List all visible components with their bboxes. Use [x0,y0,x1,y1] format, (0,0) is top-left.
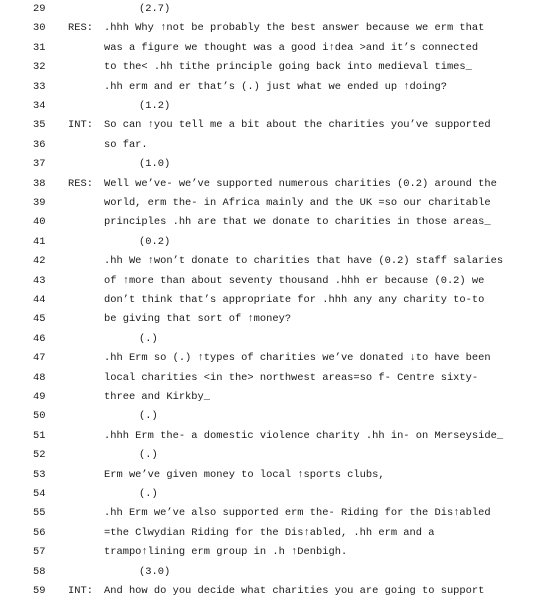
transcript-line [0,410,540,429]
utterance-text: trampo↑lining erm group in .h ↑Denbigh. [104,546,348,559]
transcript-line [0,178,540,197]
speaker-label: INT: [68,585,93,597]
line-number: 35 [33,119,46,132]
line-number: 52 [33,449,46,462]
utterance-text: Erm we’ve given money to local ↑sports clubs, [104,468,385,481]
line-number: 44 [33,294,46,306]
pause-timing: (2.7) [139,3,171,15]
pause-timing: (.) [139,332,158,345]
line-number: 31 [33,41,46,54]
line-number: 41 [33,235,46,248]
utterance-text: .hh erm and er that’s (.) just what we ended up ↑doing? [104,80,447,93]
transcript-line [0,275,540,294]
transcript-line [0,236,540,255]
transcript-line [0,61,540,80]
line-number: 42 [33,255,46,268]
line-number: 36 [33,138,46,151]
transcript-line [0,158,540,177]
utterance-text: .hh We ↑won’t donate to charities that have (0.2) staff salaries [104,255,504,268]
transcript-line [0,488,540,507]
utterance-text: of ↑more than about seventy thousand .hhh er because (0.2) we [104,274,485,287]
transcript-line [0,352,540,371]
transcript-line [0,255,540,274]
line-number: 53 [33,468,46,481]
transcript-line [0,3,540,22]
transcript-line [0,22,540,41]
pause-timing: (0.2) [139,235,171,248]
pause-timing: (.) [139,410,158,423]
transcript-line [0,469,540,488]
utterance-text: principles .hh are that we donate to charities in those areas_ [104,216,491,229]
line-number: 40 [33,216,46,229]
utterance-text: .hhh Why ↑not be probably the best answer because we erm that [104,22,485,35]
utterance-text: was a figure we thought was a good i↑dea >and it’s connected [104,41,479,54]
utterance-text: be giving that sort of ↑money? [104,313,292,326]
line-number: 49 [33,391,46,403]
utterance-text: Well we’ve- we’ve supported numerous charities (0.2) around the [104,177,497,190]
transcript-line [0,527,540,546]
transcript-line [0,585,540,604]
line-number: 48 [33,371,46,384]
line-number: 38 [33,177,46,190]
pause-timing: (3.0) [139,565,171,578]
pause-timing: (.) [139,449,158,462]
transcript-line [0,313,540,332]
utterance-text: don’t think that’s appropriate for .hhh any any charity to-to [104,294,485,306]
utterance-text: world, erm the- in Africa mainly and the UK =so our charitable [104,197,491,209]
line-number: 33 [33,80,46,93]
utterance-text: So can ↑you tell me a bit about the charities you’ve supported [104,119,491,132]
line-number: 39 [33,197,46,209]
transcript-line [0,119,540,138]
line-number: 59 [33,585,46,597]
speaker-label: RES: [68,22,93,35]
transcript-line [0,81,540,100]
line-number: 56 [33,526,46,539]
line-number: 45 [33,313,46,326]
utterance-text: to the< .hh tithe principle going back into medieval times_ [104,61,472,74]
line-number: 30 [33,22,46,35]
line-number: 46 [33,332,46,345]
line-number: 34 [33,100,46,112]
transcript-line [0,216,540,235]
transcript-line [0,391,540,410]
transcript-line [0,333,540,352]
transcript-line [0,197,540,216]
line-number: 51 [33,429,46,442]
utterance-text: three and Kirkby_ [104,391,211,403]
transcript-line [0,294,540,313]
transcript-line [0,42,540,61]
line-number: 29 [33,3,46,15]
speaker-label: INT: [68,119,93,132]
utterance-text: .hhh Erm the- a domestic violence charity .hh in- on Merseyside_ [104,429,504,442]
line-number: 50 [33,410,46,423]
utterance-text: so far. [104,138,148,151]
transcript-line [0,507,540,526]
line-number: 57 [33,546,46,559]
line-number: 47 [33,352,46,365]
utterance-text: .hh Erm we’ve also supported erm the- Riding for the Dis↑abled [104,507,491,520]
pause-timing: (1.0) [139,158,171,171]
line-number: 54 [33,488,46,500]
utterance-text: And how do you decide what charities you are going to support [104,585,485,597]
transcript-line [0,449,540,468]
transcript-line [0,372,540,391]
speaker-label: RES: [68,177,93,190]
line-number: 37 [33,158,46,171]
transcript-line [0,139,540,158]
line-number: 43 [33,274,46,287]
pause-timing: (.) [139,488,158,500]
utterance-text: =the Clwydian Riding for the Dis↑abled, .hh erm and a [104,526,435,539]
transcript-line [0,546,540,565]
line-number: 55 [33,507,46,520]
transcript-line [0,566,540,585]
pause-timing: (1.2) [139,100,171,112]
line-number: 58 [33,565,46,578]
utterance-text: local charities <in the> northwest areas=so f- Centre sixty- [104,371,479,384]
transcript-line [0,430,540,449]
line-number: 32 [33,61,46,74]
utterance-text: .hh Erm so (.) ↑types of charities we’ve donated ↓to have been [104,352,491,365]
transcript-line [0,100,540,119]
